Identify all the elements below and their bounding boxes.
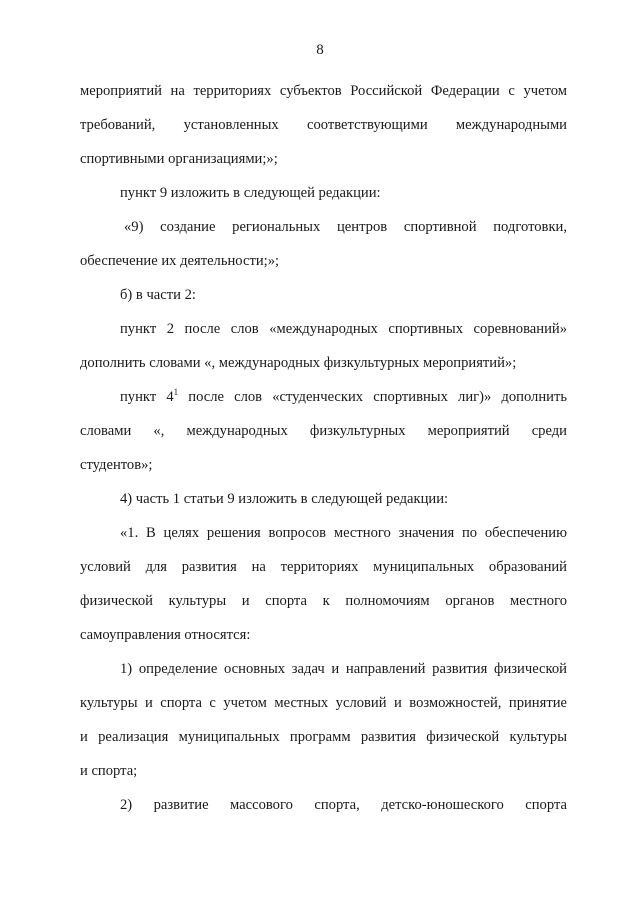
text-line: самоуправления относятся: xyxy=(80,627,251,643)
text-line: пункт 9 изложить в следующей редакции: xyxy=(120,185,381,201)
text-line: обеспечение их деятельности;»; xyxy=(80,253,280,269)
text-line: требований, установленных соответствующими международными xyxy=(80,117,567,133)
text-line: и спорта; xyxy=(80,763,138,779)
text-line: культуры и спорта с учетом местных условий и возможностей, принятие xyxy=(80,695,567,711)
text-line: спортивными организациями;»; xyxy=(80,151,278,167)
text-line: и реализация муниципальных программ развития физической культуры xyxy=(80,729,567,745)
superscript: 1 xyxy=(173,387,179,397)
text-line: 1) определение основных задач и направлений развития физической xyxy=(120,661,567,677)
text-line: 2) развитие массового спорта, детско-юношеского спорта xyxy=(120,797,567,813)
page-number: 8 xyxy=(316,42,324,58)
text-line: студентов»; xyxy=(80,457,153,473)
text-line: условий для развития на территориях муниципальных образований xyxy=(80,559,567,575)
text-line: физической культуры и спорта к полномочиям органов местного xyxy=(80,593,567,609)
text-line: словами «, международных физкультурных мероприятий среди xyxy=(80,423,567,439)
text-line: мероприятий на территориях субъектов Российской Федерации с учетом xyxy=(80,83,567,99)
text-line: «9) создание региональных центров спортивной подготовки, xyxy=(124,219,567,235)
text-line: б) в части 2: xyxy=(120,287,196,303)
text-line: дополнить словами «, международных физкультурных мероприятий»; xyxy=(80,355,517,371)
document-body xyxy=(80,74,567,822)
text-line: 4) часть 1 статьи 9 изложить в следующей редакции: xyxy=(120,491,449,507)
item-4-rest: после слов «студенческих спортивных лиг)» дополнить xyxy=(188,389,567,405)
text-line-with-superscript xyxy=(80,380,567,414)
text-line: пункт 2 после слов «международных спортивных соревнований» xyxy=(120,321,567,337)
text-line: «1. В целях решения вопросов местного значения по обеспечению xyxy=(120,525,567,541)
item-4-prefix: пункт 4 xyxy=(120,389,174,405)
